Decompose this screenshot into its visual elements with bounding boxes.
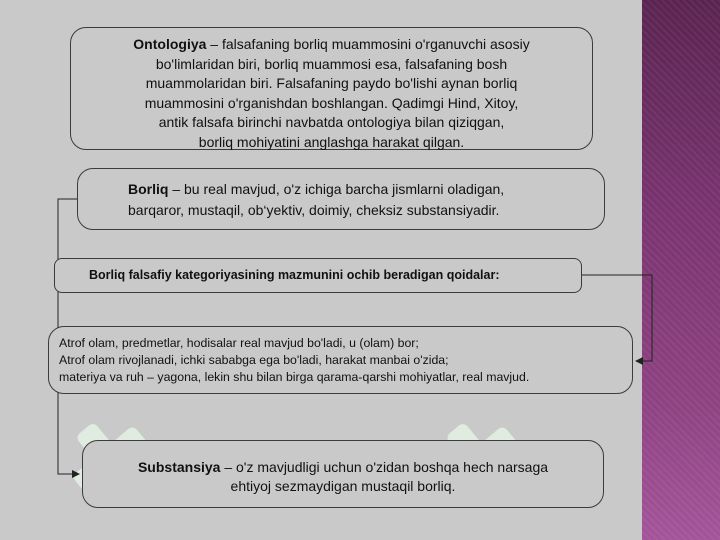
qoidalar-heading: Borliq falsafiy kategoriyasining mazmunini ochib beradigan qoidalar: (89, 268, 500, 282)
borliq-text-line: – bu real mavjud, o'z ichiga barcha jismlarni oladigan, (168, 181, 505, 197)
substansiya-box (82, 440, 604, 508)
ontologiya-term: Ontologiya (133, 36, 207, 52)
qoida-item: materiya va ruh – yagona, lekin shu bilan birga qarama-qarshi mohiyatlar, real mavjud. (59, 370, 530, 384)
ontologiya-box (70, 27, 593, 150)
substansiya-term: Substansiya (137, 459, 221, 475)
qoida-item: Atrof olam, predmetlar, hodisalar real mavjud bo'ladi, u (olam) bor; (59, 336, 419, 350)
ontologiya-text-line: muammolaridan biri. Falsafaning paydo bo'lishi aynan borliq (145, 75, 518, 91)
qoidalar-heading-box (54, 258, 582, 293)
substansiya-text-line: – o'z mavjudligi uchun o'zidan boshqa hech narsaga (220, 459, 549, 475)
borliq-term: Borliq (128, 181, 169, 197)
borliq-text-line: barqaror, mustaqil, ob‘yektiv, doimiy, cheksiz substansiyadir. (128, 202, 500, 218)
qoida-item: Atrof olam rivojlanadi, ichki sababga ega bo'ladi, harakat manbai o'zida; (59, 353, 449, 367)
ontologiya-text-line: bo'limlaridan biri, borliq muammosi esa, falsafaning bosh (155, 55, 508, 72)
ontologiya-text-line: antik falsafa birinchi navbatda ontologiya bilan qiziqgan, (158, 114, 505, 130)
ontologiya-text-line: muammosini o'rganishdan boshlangan. Qadimgi Hind, Xitoy, (144, 94, 519, 111)
borliq-box (77, 168, 605, 230)
qoidalar-list-box (48, 326, 633, 394)
ontologiya-text-line: borliq mohiyatini anglashga harakat qilgan. (198, 133, 465, 150)
ontologiya-text-line: – falsafaning borliq muammosini o'rganuvchi asosiy (206, 36, 530, 52)
substansiya-text-line: ehtiyoj sezmaydigan mustaqil borliq. (230, 478, 456, 494)
